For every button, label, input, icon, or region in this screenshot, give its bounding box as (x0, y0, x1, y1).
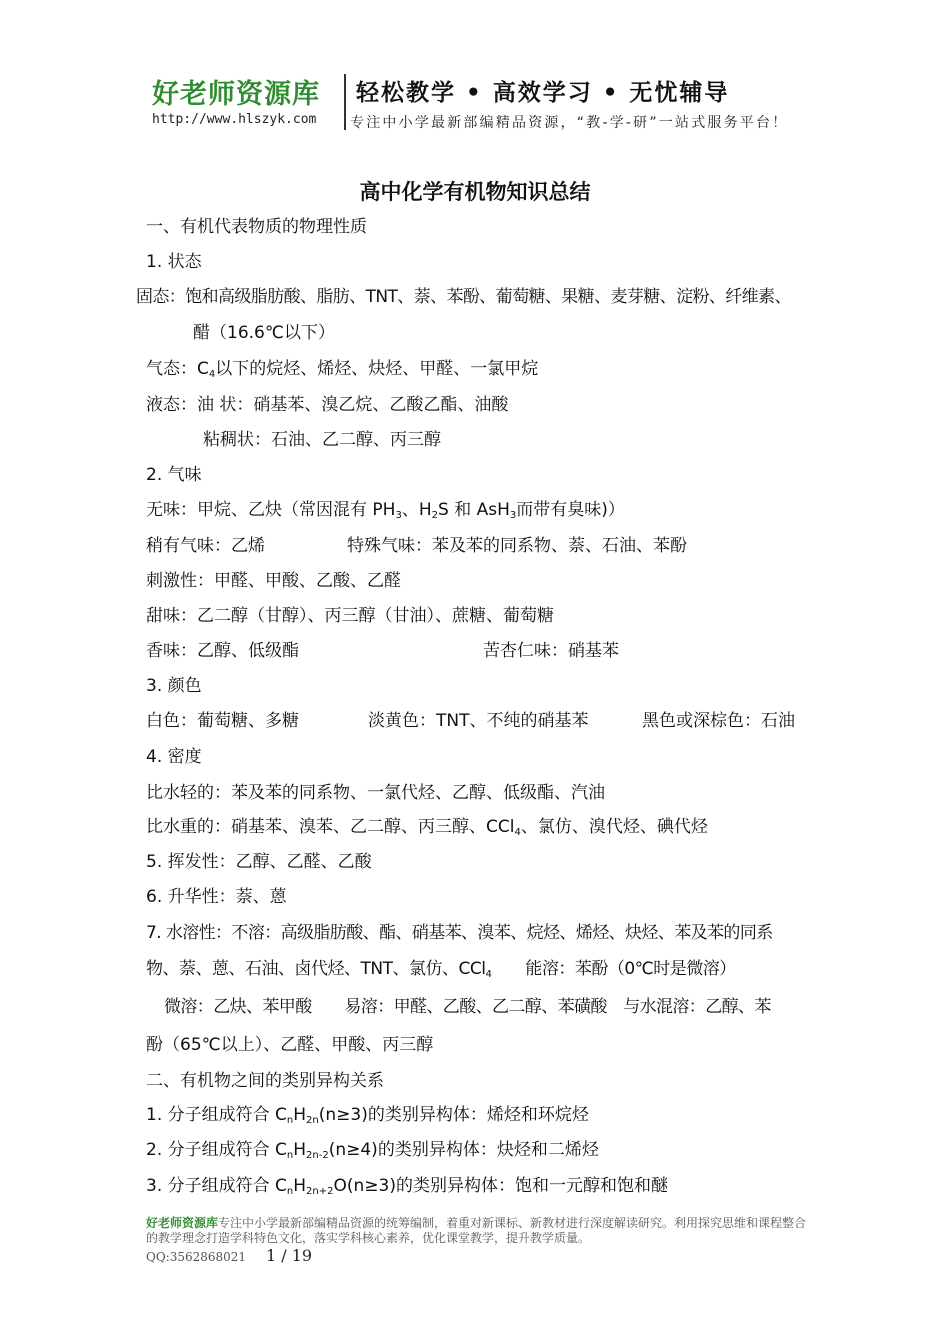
solubility-line-4: 酚（65℃以上）、乙醛、甲酸、丙三醇 (146, 1035, 434, 1055)
isomer-line-3: 3. 分子组成符合 $C_nH_{2n+2}O(n\ge 3)$的类别异构体：饱和一元醇和饱和醚 (146, 1176, 668, 1197)
lighter-line: 比水轻的：苯及苯的同系物、一氯代烃、乙醇、低级酯、汽油 (146, 783, 605, 803)
slight-odor: 稍有气味：乙烯 (146, 536, 265, 556)
color-heading: 3. 颜色 (146, 676, 202, 696)
sweet-line: 甜味：乙二醇（甘醇）、丙三醇（甘油）、蔗糖、葡萄糖 (146, 606, 554, 626)
pungent-line: 刺激性：甲醛、甲酸、乙酸、乙醛 (146, 571, 401, 591)
section-1-heading: 一、有机代表物质的物理性质 (146, 217, 367, 237)
footer-qq: QQ:3562868021 (146, 1250, 247, 1264)
liquid-line-1: 液态：油 状：硝基苯、溴乙烷、乙酸乙酯、油酸 (146, 395, 509, 415)
document-title: 高中化学有机物知识总结 (359, 180, 591, 204)
header-subtitle: 专注中小学最新部编精品资源，“教-学-研”一站式服务平台！ (350, 115, 789, 131)
odorless-line: 无味：甲烷、乙炔（常因混有 $PH_3$、$H_2S$ 和 AsH$_3$而带有臭味)） (146, 500, 625, 521)
odor-heading: 2. 气味 (146, 465, 202, 485)
density-heading: 4. 密度 (146, 747, 202, 767)
section-2-heading: 二、有机物之间的类别异构关系 (146, 1071, 384, 1091)
pale-yellow-line: 淡黄色：TNT、不纯的硝基苯 (368, 711, 589, 731)
solid-line-1: 固态：饱和高级脂肪酸、脂肪、TNT、萘、苯酚、葡萄糖、果糖、麦芽糖、淀粉、纤维素、 (136, 287, 791, 307)
heavier-line: 比水重的：硝基苯、溴苯、乙二醇、丙三醇、CCl$_4$、氯仿、溴代烃、碘代烃 (146, 817, 708, 838)
solubility-line-2: 物、萘、蒽、石油、卤代烃、TNT、氯仿、CCl$_4$ 能溶：苯酚（0℃时是微溶） (146, 959, 736, 980)
header-brand-logo: 好老师资源库 (152, 79, 320, 110)
header-divider (344, 74, 346, 130)
bitter-almond-line: 苦杏仁味：硝基苯 (483, 641, 619, 661)
sublimation-line: 6. 升华性：萘、蒽 (146, 887, 287, 907)
special-odor: 特殊气味：苯及苯的同系物、萘、石油、苯酚 (347, 536, 687, 556)
solubility-line-3: 微溶：乙炔、苯甲酸 易溶：甲醛、乙酸、乙二醇、苯磺酸 与水混溶：乙醇、苯 (164, 997, 771, 1017)
liquid-line-2: 粘稠状：石油、乙二醇、丙三醇 (203, 430, 441, 450)
footer-description (146, 1216, 816, 1246)
white-line: 白色：葡萄糖、多糖 (146, 711, 299, 731)
footer-brand: 好老师资源库 (146, 1216, 219, 1230)
header-url: http://www.hlszyk.com (152, 112, 317, 127)
page-number: 1 / 19 (266, 1246, 313, 1265)
isomer-line-2: 2. 分子组成符合 $C_nH_{2n-2}(n\ge 4)$的类别异构体：炔烃和二烯烃 (146, 1140, 599, 1161)
header-slogan: 轻松教学 • 高效学习 • 无忧辅导 (356, 80, 730, 106)
gas-line: 气态：$C_4$以下的烷烃、烯烃、炔烃、甲醛、一氯甲烷 (146, 359, 539, 380)
black-brown-line: 黑色或深棕色：石油 (642, 711, 795, 731)
state-heading: 1. 状态 (146, 252, 202, 272)
footer-text: 专注中小学最新部编精品资源的统筹编制，着重对新课标、新教材进行深度解读研究。利用探究思维和课程整合的教学理念打造学科特色文化，落实学科核心素养，优化课堂教学，提升教学质量。 (146, 1216, 807, 1245)
volatility-line: 5. 挥发性：乙醇、乙醛、乙酸 (146, 852, 372, 872)
isomer-line-1: 1. 分子组成符合 $C_nH_{2n}(n\ge 3)$的类别异构体：烯烃和环烷烃 (146, 1105, 589, 1126)
solubility-line-1: 7. 水溶性：不溶：高级脂肪酸、酯、硝基苯、溴苯、烷烃、烯烃、炔烃、苯及苯的同系 (146, 923, 773, 943)
solid-line-2: 醋（16.6℃以下） (193, 323, 335, 343)
fragrant-line: 香味：乙醇、低级酯 (146, 641, 299, 661)
